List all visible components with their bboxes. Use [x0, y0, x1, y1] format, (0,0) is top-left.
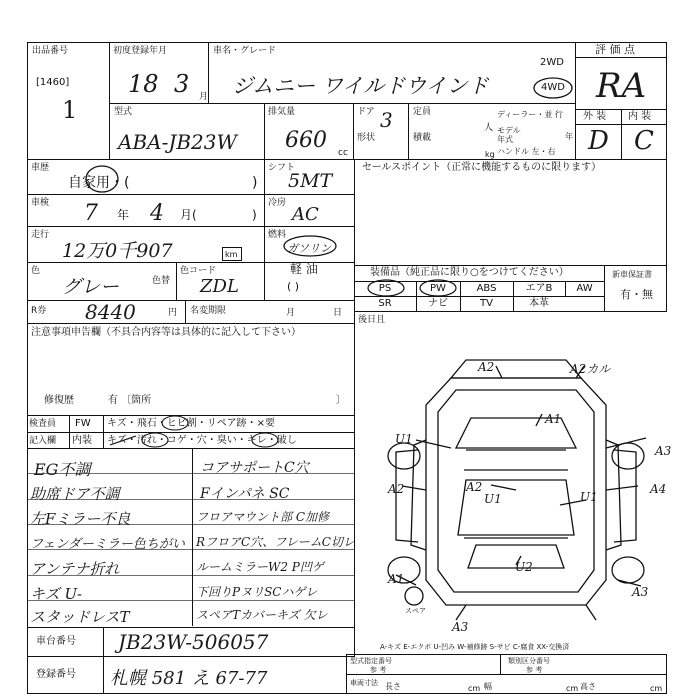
remark-right-4: RフロアC穴、フレームC切レ: [196, 535, 355, 549]
diagram-mark-a3-right: A3: [655, 444, 672, 458]
first-reg-label: 初度登録年月: [113, 46, 168, 56]
model-year-label: モデル 年式: [497, 126, 521, 144]
spec-ref-label: 参 考: [370, 666, 387, 674]
remark-left-2: 助席ドア不調: [30, 485, 120, 503]
fuel-diesel: 軽 油: [290, 262, 318, 276]
interior-value: C: [634, 126, 654, 156]
private-use-circle-icon: [84, 164, 120, 194]
handle-label: ハンドル 左・右: [497, 147, 556, 156]
remark-left-1: EG不調: [34, 460, 91, 479]
odor-circle-icon: [250, 431, 280, 449]
mileage-label: 走行: [31, 230, 50, 240]
damage-legend: A-キズ E-エクボ U-凹み W-補修跡 S-サビ C-腐食 XX-交換済: [380, 643, 570, 651]
diagram-mark-a1-rear: A1: [388, 572, 405, 586]
remark-right-1: コアサポートC穴: [200, 460, 309, 476]
model-name: ジムニー ワイルドウインド: [232, 74, 489, 98]
shift-label: シフト: [268, 163, 296, 173]
inspection-label: 車検: [31, 198, 50, 208]
reg-label: 登録番号: [36, 669, 76, 680]
car-diagram: [356, 330, 700, 630]
equip-aw: AW: [576, 283, 593, 294]
name-change-day: 日: [333, 308, 343, 318]
diagram-mark-a2-cut: A2カル: [570, 362, 611, 376]
diagram-mark-u1-left: U1: [395, 432, 413, 446]
diagram-mark-a1: A1: [545, 412, 562, 426]
lot-number: 1: [62, 96, 78, 124]
category-close: ): [252, 175, 258, 191]
interior-label: 内 装: [628, 111, 652, 122]
remark-left-6: キズ U-: [30, 585, 82, 603]
diagram-mark-u1-right: U1: [580, 490, 598, 504]
inspector-int-text: キズ・汚れ・コゲ・穴・臭い・キレ・破し: [107, 435, 297, 446]
price-value: 8440: [85, 300, 136, 324]
width-unit: cm: [566, 684, 579, 693]
lot-code: [1460]: [36, 77, 70, 88]
reg-value: 札幌 581 え 67-77: [110, 668, 268, 689]
remark-right-5: ルームミラーW2 P凹ゲ: [196, 560, 324, 574]
shape-label: 形状: [357, 133, 376, 143]
capacity-unit: 人: [484, 123, 494, 133]
grade-divider: [575, 57, 667, 58]
color-code-value: ZDL: [200, 276, 239, 297]
color-label: 色: [31, 266, 41, 276]
type-value: ABA-JB23W: [118, 130, 238, 154]
insp-month: 4: [150, 201, 164, 226]
remark-left-7: スタッドレスT: [30, 608, 130, 626]
model-label: 車名・グレード: [213, 46, 277, 56]
doors-value: 3: [380, 108, 393, 132]
mileage-value: 12万0千907: [62, 240, 173, 262]
length-label: 長さ: [385, 682, 401, 691]
diagram-mark-a3-rear: A3: [452, 620, 469, 634]
doors-label: ドア: [357, 107, 375, 117]
insp-year-unit: 年: [117, 208, 130, 222]
equip-abs: ABS: [476, 283, 497, 294]
load-label: 積載: [413, 133, 432, 143]
exterior-label: 外 装: [583, 111, 607, 122]
ext-int-divider-v: [621, 109, 622, 160]
shift-value: 5MT: [288, 170, 333, 192]
sales-point-box: [354, 159, 667, 266]
height-unit: cm: [650, 684, 663, 693]
color-no-label: 色替: [152, 276, 171, 286]
equip-ps-circle-icon: [366, 278, 406, 298]
ac-value: AC: [292, 204, 319, 225]
remark-left-3: 左Fミラー不良: [30, 510, 131, 528]
width-label: 幅: [484, 682, 492, 691]
notes-title: 注意事項申告欄（不具合内容等は具体的に記入して下さい）: [31, 327, 301, 338]
reg-month-unit: 月: [199, 92, 209, 102]
drive-2wd: 2WD: [540, 57, 564, 68]
inspector-fw: FW: [75, 418, 91, 429]
dealer-label: ディーラー・並 行: [497, 110, 563, 119]
dimensions-label: 車両寸法: [350, 679, 378, 687]
capacity-label: 定員: [413, 107, 432, 117]
warranty-label: 新車保証書: [612, 270, 652, 279]
remark-left-5: アンテナ折れ: [30, 560, 120, 578]
exterior-value: D: [588, 126, 609, 156]
diagram-mark-u2: U2: [515, 560, 533, 574]
reg-year: 18: [128, 70, 159, 98]
equipment-title: 装備品（純正品に限り○をつけてください）: [370, 267, 569, 278]
class-ref-label: 参 考: [526, 666, 543, 674]
insp-month-unit: 月(: [180, 208, 197, 222]
repair-value: 有 〔箇所: [108, 395, 152, 406]
fuel-gasoline-circle-icon: [282, 234, 338, 258]
stone-chip-circle-icon: [160, 414, 190, 432]
sales-point-title: セールスポイント（正常に機能するものに限ります）: [362, 162, 602, 173]
fuel-paren: ( ): [287, 280, 300, 293]
height-label: 高さ: [580, 682, 596, 691]
ac-label: 冷房: [268, 198, 287, 208]
reg-month: 3: [174, 70, 190, 98]
diagram-spare-label: スペア: [405, 607, 426, 615]
chassis-value: JB23W-506057: [118, 630, 269, 654]
grade-value: RA: [596, 66, 647, 106]
diagram-mark-a2-left: A2: [388, 482, 405, 496]
color-code-label: 色コード: [180, 266, 217, 276]
diagram-mark-u1-center: U1: [484, 492, 502, 506]
remark-right-3: フロアマウント部 C加修: [196, 510, 329, 524]
inspector-label-1: 検査員: [29, 419, 57, 429]
equip-sr: SR: [378, 298, 392, 309]
grade-label: 評 価 点: [595, 43, 635, 56]
equip-leather: 本革: [529, 298, 549, 309]
scratch-mark-icon: [108, 433, 138, 449]
name-change-label: 名変期限: [190, 306, 227, 316]
rear-seat-label: 後日且: [358, 315, 386, 325]
displacement-label: 排気量: [268, 107, 296, 117]
repair-close: 〕: [336, 395, 346, 406]
fuel-label: 燃料: [268, 230, 287, 240]
equip-airbag: エアB: [525, 283, 553, 294]
repair-label: 修復歴: [44, 395, 74, 406]
drive-4wd: 4WD: [541, 82, 565, 93]
mileage-unit: km: [225, 250, 238, 259]
class-number-label: 類別区分番号: [508, 657, 550, 665]
inspector-fw-text: キズ・飛石・ヒビ割・リペア跡・×要: [107, 418, 275, 429]
equip-ps: PS: [378, 283, 392, 294]
inspector-label-2: 記入欄: [29, 436, 57, 446]
name-change-month: 月: [286, 308, 296, 318]
model-year-unit: 年: [565, 132, 573, 141]
lot-label: 出品番号: [32, 46, 69, 56]
door-divider: [408, 103, 409, 160]
remark-right-2: Fインパネ SC: [200, 486, 290, 502]
insp-year: 7: [84, 201, 98, 226]
equip-pw: PW: [430, 283, 446, 294]
fuel-gasoline: ガソリン: [287, 242, 331, 255]
drive-4wd-circle-icon: [532, 76, 574, 100]
category-value: 自家用・(: [68, 175, 130, 191]
length-unit: cm: [468, 684, 481, 693]
remark-left-4: フェンダーミラー色ちがい: [30, 537, 185, 552]
remark-right-6: 下回りPヌリSCハゲレ: [196, 585, 318, 599]
equip-tv: TV: [480, 298, 493, 309]
dirt-circle-icon: [140, 431, 170, 449]
category-label: 車歴: [31, 163, 50, 173]
load-unit: kg: [485, 150, 495, 159]
equip-navi: ナビ: [428, 298, 448, 309]
inspector-int: 内装: [72, 435, 92, 446]
ext-int-divider-h: [575, 124, 667, 125]
insp-close: ): [252, 208, 257, 222]
chassis-label: 車台番号: [36, 636, 76, 647]
price-label: R券: [31, 306, 47, 316]
diagram-mark-a2-center: A2: [466, 480, 483, 494]
displacement-value: 660: [285, 128, 327, 153]
type-label: 型式: [114, 107, 133, 117]
equip-pw-circle-icon: [418, 278, 458, 298]
displacement-unit: cc: [338, 148, 348, 158]
remark-right-7: スペアTカバーキズ 欠レ: [196, 608, 328, 622]
color-value: グレー: [62, 276, 120, 298]
diagram-mark-a4: A4: [650, 482, 667, 496]
diagram-mark-a3-rear-right: A3: [632, 585, 649, 599]
warranty-value: 有・無: [620, 288, 653, 301]
spec-number-label: 型式指定番号: [350, 657, 392, 665]
price-unit: 円: [168, 308, 178, 318]
diagram-mark-a2-top: A2: [478, 360, 495, 374]
